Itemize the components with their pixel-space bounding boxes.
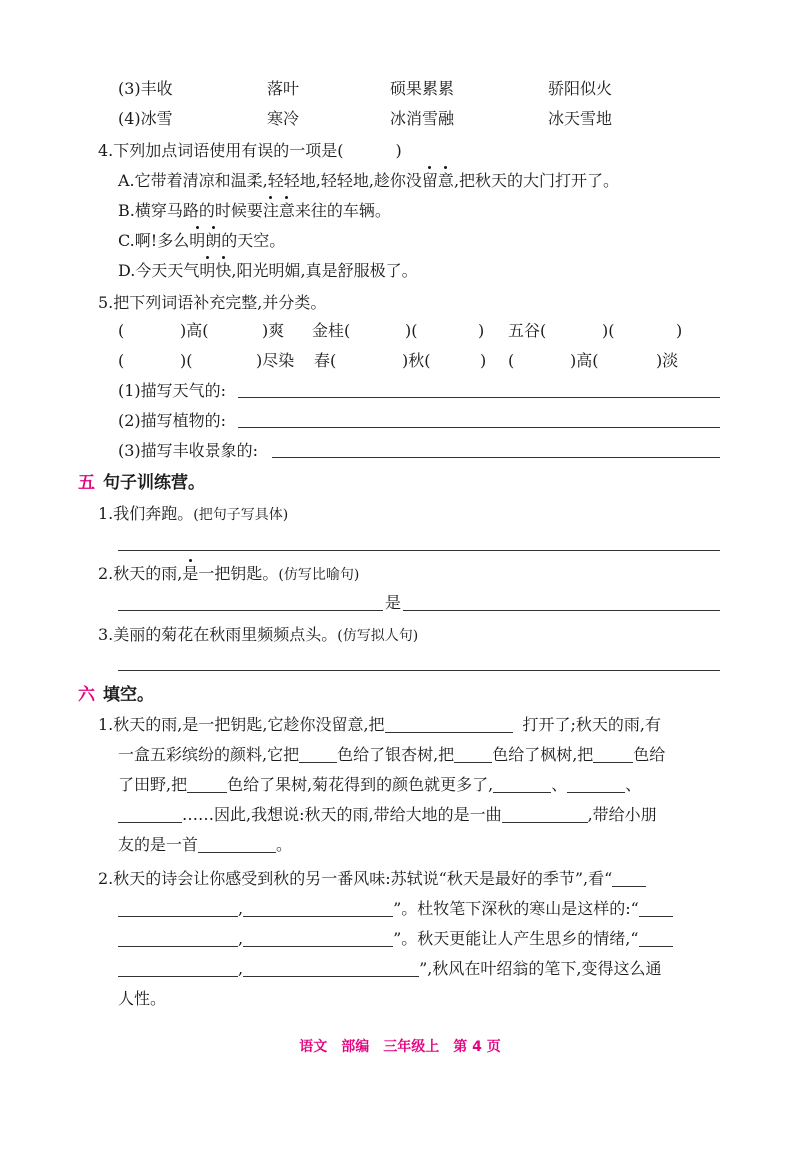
page-footer (0, 1036, 800, 1056)
section-5-title: 句子训练营。 (103, 473, 205, 493)
sec6-p2-line2: , ”。杜牧笔下深秋的寒山是这样的:“ (118, 898, 673, 920)
sec5-q3: 3.美丽的菊花在秋雨里频频点头。(仿写拟人句) (98, 625, 419, 644)
q4-option-b[interactable]: B.横穿马路的时候要注意来往的车辆。 (118, 201, 391, 220)
q5-sub1-label: (1)描写天气的: (118, 381, 227, 400)
blank-su-shi-line-2[interactable] (243, 900, 393, 917)
sec6-p2-line1: 2.秋天的诗会让你感受到秋的另一番风味:苏轼说“秋天是最好的季节”,看“ (98, 868, 646, 890)
q3-row4-label: (4)冰雪 (118, 109, 173, 128)
q5-sub3-label: (3)描写丰收景象的: (118, 441, 259, 460)
sec5-q2-answer-line-left[interactable] (118, 610, 383, 611)
q3-row3-word4: 骄阳似火 (548, 79, 613, 98)
footer-subject: 语文 (299, 1039, 328, 1055)
sec6-p2-line3: , ”。秋天更能让人产生思乡的情绪,“ (118, 928, 673, 950)
sec6-p1-line4: ……因此,我想说:秋天的雨,带给大地的是一曲 ,带给小朋 (118, 804, 657, 826)
q3-row4-word4: 冰天雪地 (548, 109, 613, 128)
q3-row4-word2: 寒冷 (267, 109, 300, 128)
q5-sub2-label: (2)描写植物的: (118, 411, 227, 430)
blank-poem-for-children[interactable] (198, 836, 276, 853)
sec6-p1-line5: 友的是一首 。 (118, 835, 293, 854)
q3-row4-word3: 冰消雪融 (390, 109, 455, 128)
sec6-p1-line3: 了田野,把 色给了果树,菊花得到的颜色就更多了, 、 、 (118, 775, 642, 794)
blank-du-mu-poem-start[interactable] (639, 900, 673, 917)
sec6-p1-line1: 1.秋天的雨,是一把钥匙,它趁你没留意,把 打开了;秋天的雨,有 (98, 715, 662, 734)
sec5-q1-answer-line[interactable] (118, 550, 720, 551)
blank-homesick-line-1[interactable] (118, 960, 238, 977)
footer-edition: 部编 (341, 1039, 370, 1055)
blank-du-mu-line-2[interactable] (243, 930, 393, 947)
q3-row3-label: (3)丰收 (118, 79, 173, 98)
sec5-q2: 2.秋天的雨,是一把钥匙。(仿写比喻句) (98, 564, 360, 583)
section-5-number: 五 (78, 473, 95, 493)
sec6-p2-line4: , ”,秋风在叶绍翁的笔下,变得这么通 (118, 958, 661, 980)
q4-option-c[interactable]: C.啊!多么明朗的天空。 (118, 231, 286, 250)
sec5-q1: 1.我们奔跑。(把句子写具体) (98, 504, 289, 523)
q5-sub1-answer-line[interactable] (238, 397, 720, 398)
section-6-heading (78, 684, 154, 706)
sec5-q3-answer-line[interactable] (118, 670, 720, 671)
section-6-number: 六 (78, 685, 95, 705)
blank-ginkgo-color[interactable] (299, 746, 337, 763)
blank-chrysanthemum-color-2[interactable] (567, 776, 625, 793)
q4-stem: 4.下列加点词语使用有误的一项是( ) (98, 141, 402, 160)
blank-maple-color[interactable] (454, 746, 492, 763)
q4-option-a[interactable]: A.它带着清凉和温柔,轻轻地,轻轻地,趁你没留意,把秋天的大门打开了。 (118, 171, 620, 190)
blank-du-mu-line-1[interactable] (118, 930, 238, 947)
blank-homesick-line-2[interactable] (243, 960, 419, 977)
blank-field-color[interactable] (593, 746, 633, 763)
section-5-heading (78, 472, 205, 494)
q3-row3-word2: 落叶 (267, 79, 300, 98)
q5-sub2-answer-line[interactable] (238, 427, 720, 428)
sec5-q2-answer-line-right[interactable] (403, 610, 720, 611)
blank-fruit-tree-color[interactable] (187, 776, 227, 793)
blank-homesick-poem-start[interactable] (639, 930, 673, 947)
sec6-p2-line5: 人性。 (118, 989, 167, 1008)
q3-row3-word3: 硕果累累 (390, 79, 455, 98)
q5-sub3-answer-line[interactable] (272, 457, 720, 458)
footer-page-number: 第 4 页 (453, 1039, 501, 1055)
sec5-q2-answer-mid: 是 (385, 593, 402, 612)
section-6-title: 填空。 (103, 685, 154, 705)
blank-chrysanthemum-color-3[interactable] (118, 806, 182, 823)
sec6-p1-line2: 一盒五彩缤纷的颜料,它把 色给了银杏树,把 色给了枫树,把 色给 (118, 745, 666, 764)
blank-key-target[interactable] (385, 716, 513, 733)
q5-stem: 5.把下列词语补充完整,并分类。 (98, 293, 327, 312)
q4-option-d[interactable]: D.今天天气明快,阳光明媚,真是舒服极了。 (118, 261, 418, 280)
blank-song-for-earth[interactable] (502, 806, 588, 823)
blank-su-shi-line-1[interactable] (118, 900, 238, 917)
blank-chrysanthemum-color-1[interactable] (493, 776, 551, 793)
blank-su-shi-poem-start[interactable] (612, 870, 646, 887)
footer-grade: 三年级上 (383, 1039, 440, 1055)
